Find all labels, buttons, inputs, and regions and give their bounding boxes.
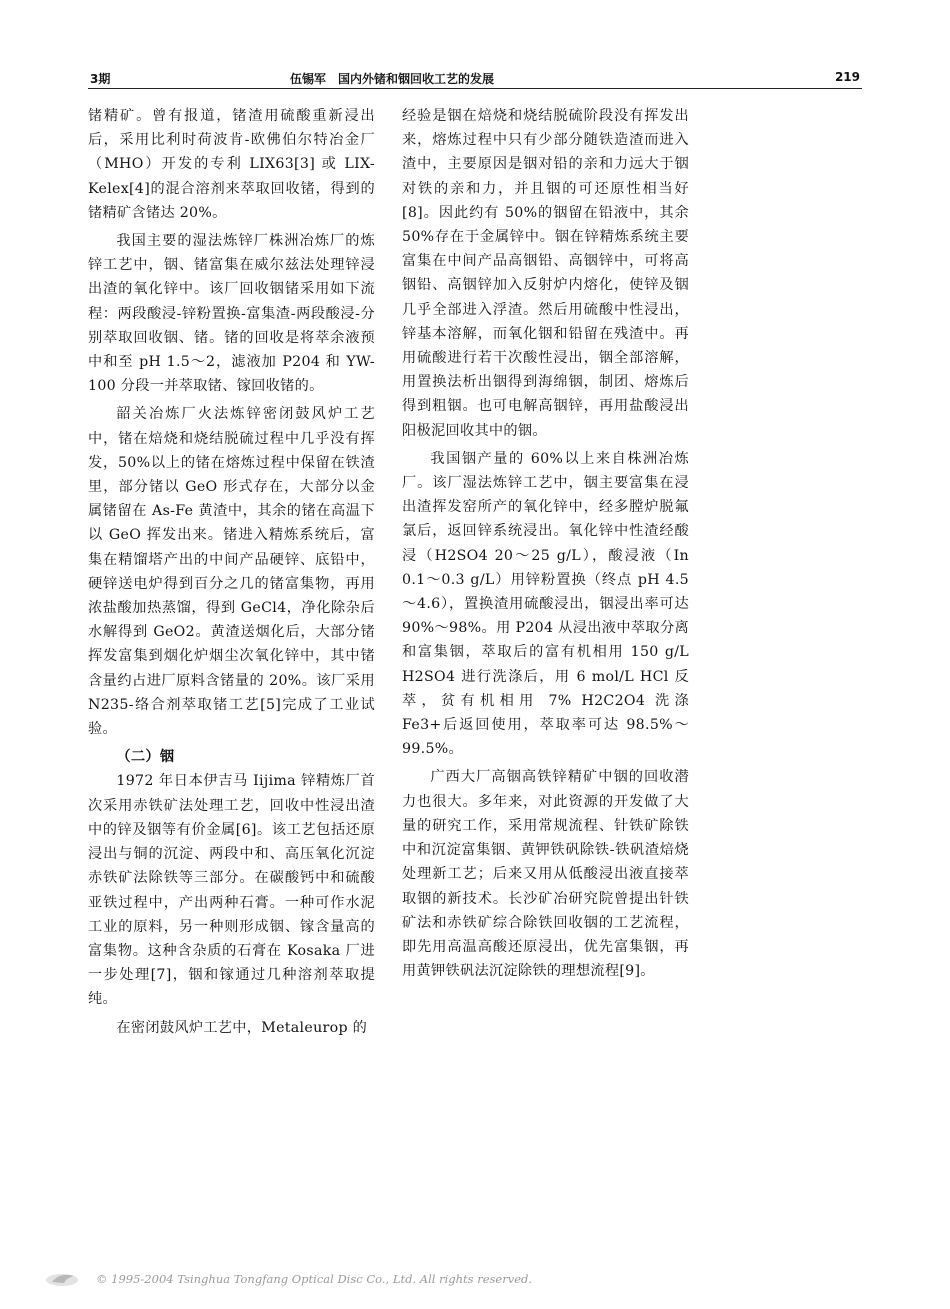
paragraph: 我国主要的湿法炼锌厂株洲冶炼厂的炼锌工艺中，铟、锗富集在威尔兹法处理锌浸出渣的氧化锌中。该厂回收铟锗采用如下流程：两段酸浸-锌粉置换-富集渣-两段酸浸-分别萃取回收铟、锗。锗的回收是将萃余液预中和至 pH 1.5～2，滤液加 P204 和 YW-100 分段一并萃取锗、镓回收锗的。 [88, 233, 375, 395]
paragraph: 锗精矿。曾有报道，锗渣用硫酸重新浸出后，采用比利时荷波肯-欧佛伯尔特冶金厂（MHO）开发的专利 LIX63[3] 或 LIX-Kelex[4]的混合溶剂来萃取回收锗，得到的锗精矿含锗达 20%。 [88, 108, 375, 221]
page-number: 219 [834, 70, 860, 84]
paragraph: 经验是铟在焙烧和烧结脱硫阶段没有挥发出来，熔炼过程中只有少部分随铁造渣而进入渣中，主要原因是铟对铅的亲和力远大于铟对铁的亲和力，并且铟的可还原性相当好[8]。因此约有 50%的铟留在铅液中，其余 50%存在于金属锌中。铟在锌精炼系统主要富集在中间产品高铟铅、高铟锌中，可将高铟铅、高铟锌加入反射炉内熔化，使锌及铟几乎全部进入浮渣。然后用硫酸中性浸出，锌基本溶解，而氧化铟和铅留在残渣中。再用硫酸进行若干次酸性浸出，铟全部溶解，用置换法析出铟得到海绵铟，制团、熔炼后得到粗铟。也可电解高铟锌，再用盐酸浸出阳极泥回收其中的铟。 [402, 108, 689, 439]
copyright-text: © 1995-2004 Tsinghua Tongfang Optical Disc Co., Ltd. All rights reserved. [96, 1272, 533, 1286]
paragraph: 广西大厂高铟高铁锌精矿中铟的回收潜力也很大。多年来，对此资源的开发做了大量的研究工作，采用常规流程、针铁矿除铁中和沉淀富集铟、黄钾铁矾除铁-铁矾渣焙烧处理新工艺；后来又用从低酸浸出液直接萃取铟的新技术。长沙矿冶研究院曾提出针铁矿法和赤铁矿综合除铁回收铟的工艺流程，即先用高温高酸还原浸出，优先富集铟，再用黄钾铁矾法沉淀除铁的理想流程[9]。 [402, 769, 689, 980]
footer [44, 1264, 744, 1294]
paragraph: 韶关冶炼厂火法炼锌密闭鼓风炉工艺中，锗在焙烧和烧结脱硫过程中几乎没有挥发，50%以上的锗在熔炼过程中保留在铁渣里，部分锗以 GeO 形式存在，大部分以金属锗留在 As-Fe 黄渣中，其余的锗在高温下以 GeO 挥发出来。锗进入精炼系统后，富集在精馏塔产出的中间产品硬锌、底铅中，硬锌送电炉得到百分之几的锗富集物，再用浓盐酸加热蒸馏，得到 GeCl4，净化除杂后水解得到 GeO2。黄渣送烟化后，大部分锗挥发富集到烟化炉烟尘次氧化锌中，其中锗含量约占进厂原料含锗量的 20%。该厂采用 N235-络合剂萃取锗工艺[5]完成了工业试验。 [88, 406, 375, 738]
running-title: 伍锡军 国内外锗和铟回收工艺的发展 [290, 72, 495, 86]
paragraph: 在密闭鼓风炉工艺中，Metaleurop 的 [116, 1019, 368, 1036]
left-column [88, 104, 375, 1044]
paragraph: 1972 年日本伊吉马 Iijima 锌精炼厂首次采用赤铁矿法处理工艺，回收中性浸出渣中的锌及铟等有价金属[6]。该工艺包括还原浸出与铜的沉淀、两段中和、高压氧化沉淀赤铁矿法除铁等三部分。在碳酸钙中和硫酸亚铁过程中，产出两种石膏。一种可作水泥工业的原料，另一种则形成铟、镓含量高的富集物。这种含杂质的石膏在 Kosaka 厂进一步处理[7]，铟和镓通过几种溶剂萃取提纯。 [88, 773, 375, 1008]
issue-number: 3期 [90, 72, 111, 86]
section-heading: （二）铟 [116, 749, 175, 766]
running-header [90, 68, 860, 90]
right-column [402, 104, 689, 987]
publisher-logo-icon [44, 1270, 84, 1288]
header-rule [88, 88, 862, 89]
paragraph: 我国铟产量的 60%以上来自株洲冶炼厂。该厂湿法炼锌工艺中，铟主要富集在浸出渣挥发窑所产的氧化锌中，经多膛炉脱氟氯后，返回锌系统浸出。氧化锌中性渣经酸浸（H2SO4 20～25 g/L），酸浸液（In 0.1～0.3 g/L）用锌粉置换（终点 pH 4.5～4.6），置换渣用硫酸浸出，铟浸出率可达 90%～98%。用 P204 从浸出液中萃取分离和富集铟，萃取后的富有机相用 150 g/L H2SO4 进行洗涤后，用 6 mol/L HCl 反萃，贫有机相用 7% H2C2O4 洗涤 Fe3+后返回使用，萃取率可达 98.5%～99.5%。 [402, 450, 689, 758]
